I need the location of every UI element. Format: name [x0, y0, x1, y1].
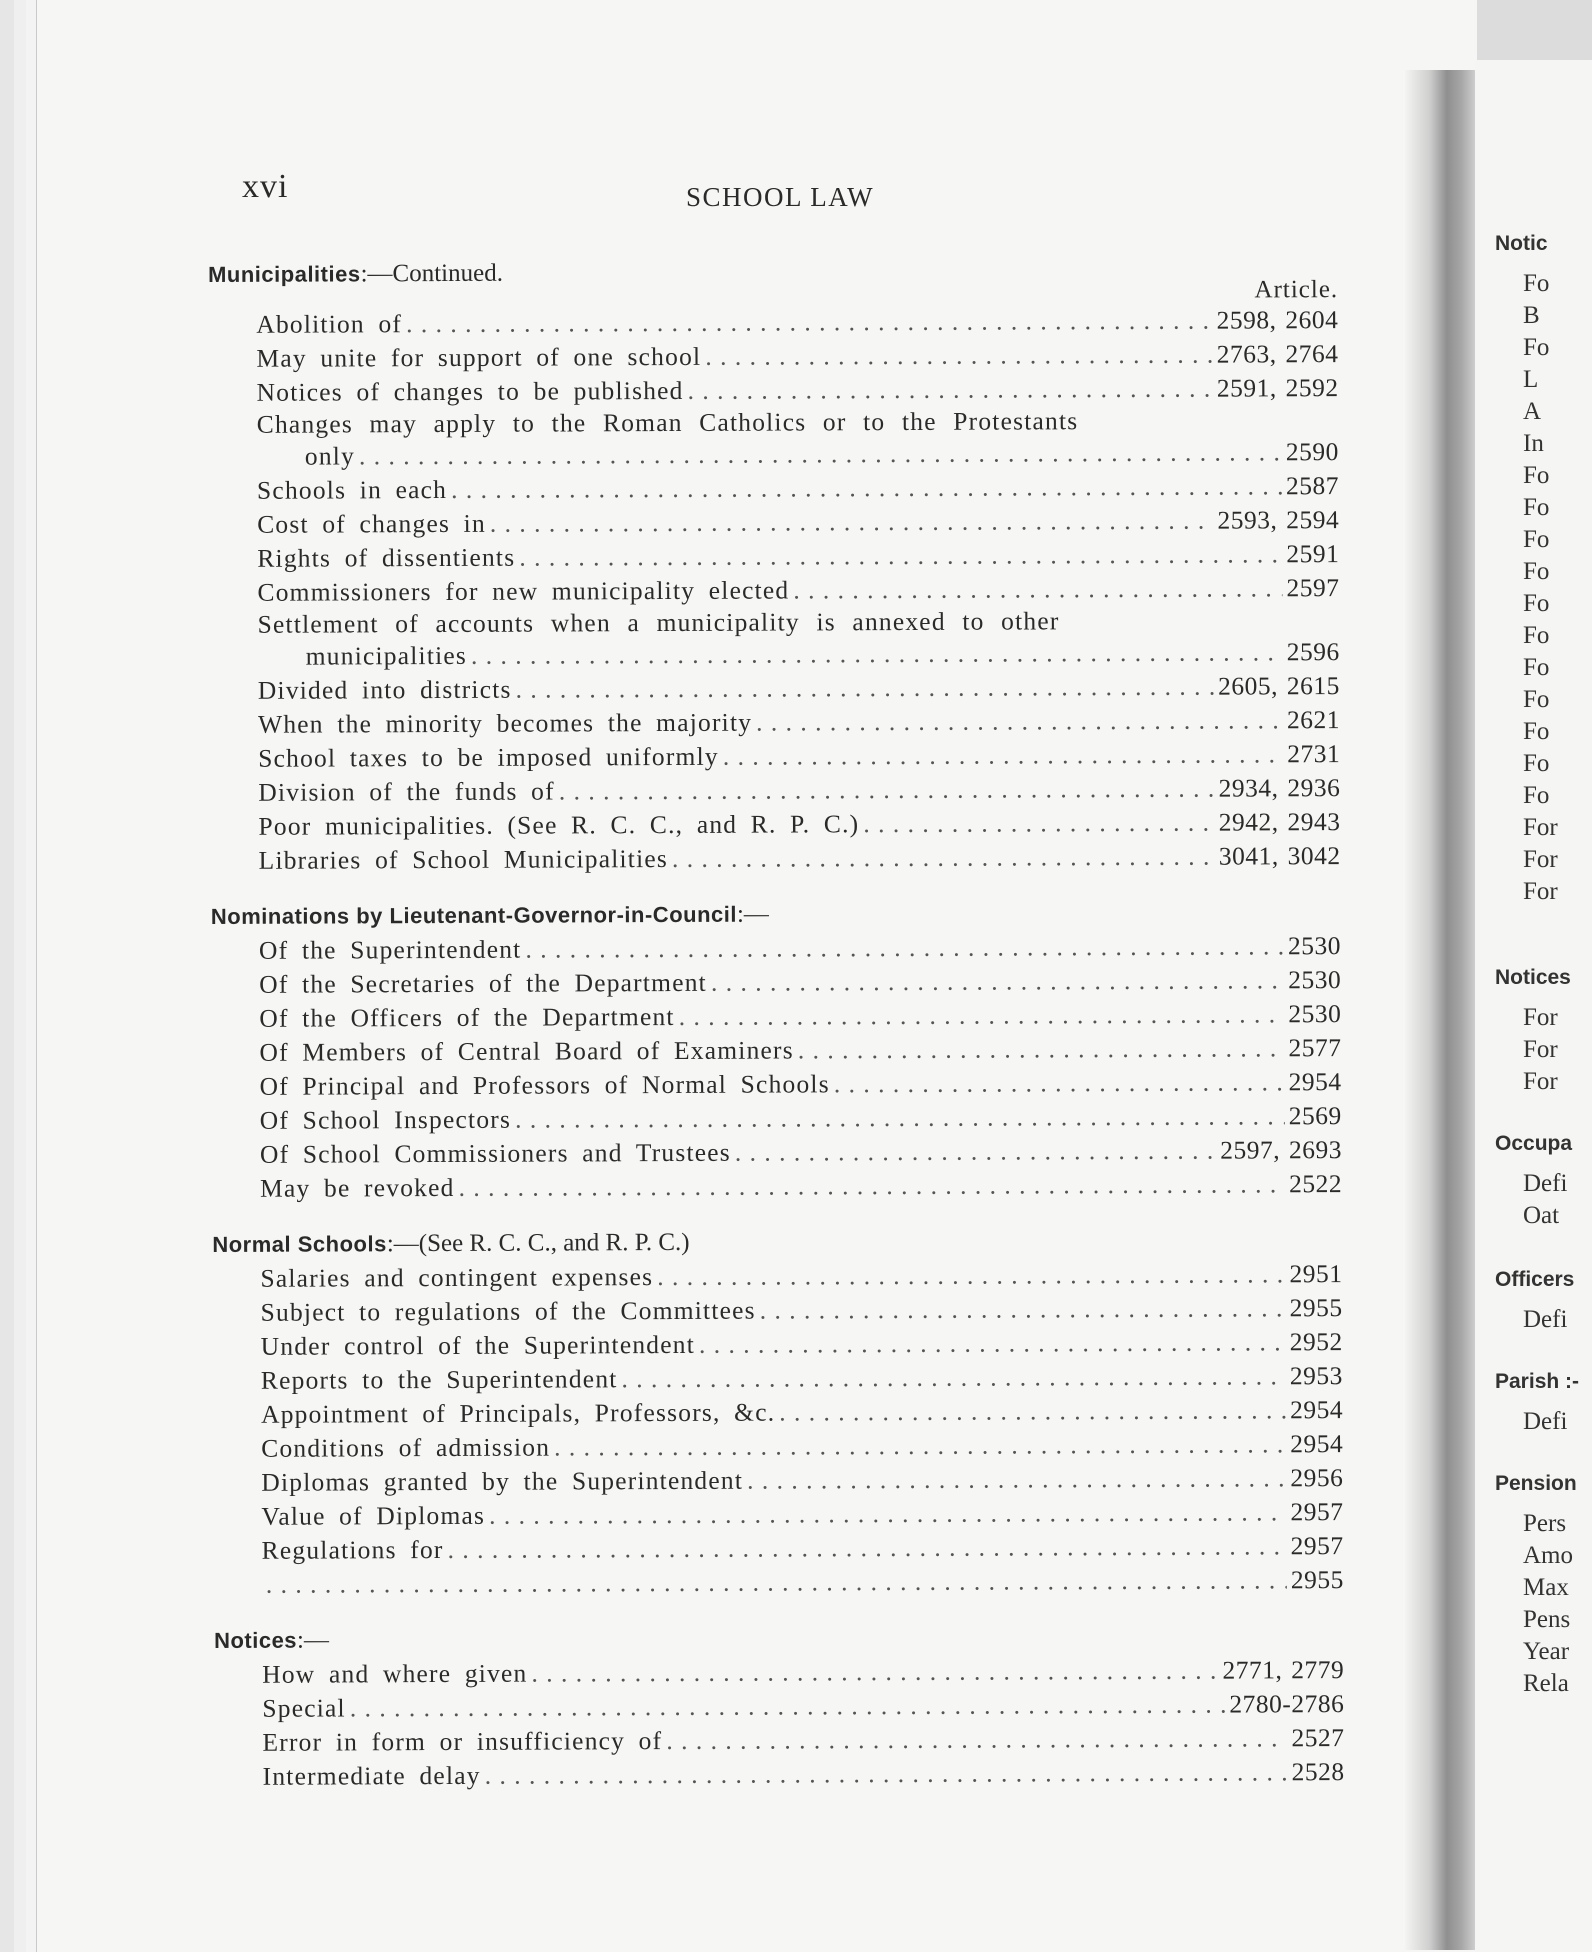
article-reference: 2934, 2936: [1218, 773, 1341, 803]
entry-text: Salaries and contingent expenses: [260, 1262, 654, 1293]
dot-leader: [705, 338, 1213, 374]
index-entry: [213, 1495, 1343, 1534]
dot-leader: [266, 1563, 1287, 1601]
dot-leader: [735, 1134, 1216, 1170]
page-number: xvi: [242, 168, 289, 205]
facing-entry-fragment: Rela: [1523, 1670, 1569, 1697]
dot-leader: [554, 1427, 1286, 1464]
index-entry: [210, 805, 1340, 844]
dot-leader: [531, 1654, 1218, 1691]
article-reference: 2569: [1288, 1101, 1342, 1131]
article-reference: 2597: [1286, 573, 1340, 603]
article-reference: 2590: [1285, 437, 1339, 467]
index-entry: [209, 537, 1339, 576]
article-reference: 2587: [1285, 471, 1340, 501]
article-reference: 2953: [1289, 1361, 1343, 1391]
dot-leader: [747, 1461, 1286, 1497]
facing-entry-fragment: In: [1523, 430, 1544, 457]
entry-text: May be revoked: [259, 1172, 455, 1203]
index-entry: [208, 303, 1338, 342]
entry-text: Diplomas granted by the Superintendent: [261, 1465, 744, 1497]
dot-leader: [666, 1721, 1287, 1758]
entry-text: Abolition of: [256, 309, 403, 339]
heading-word: Nominations by Lieutenant-Governor-in-Council: [210, 901, 737, 929]
article-reference: 2780-2786: [1229, 1689, 1345, 1719]
entry-text: Under control of the Superintendent: [260, 1329, 696, 1361]
dot-leader: [798, 1031, 1285, 1067]
index-entry: [208, 337, 1338, 376]
article-reference: 2942, 2943: [1218, 807, 1341, 837]
article-reference: 2527: [1291, 1723, 1345, 1753]
entry-text: Of Principal and Professors of Normal Schools: [259, 1069, 830, 1101]
entry-text: When the minority becomes the majority: [257, 707, 753, 739]
dot-leader: [458, 1167, 1285, 1205]
dot-leader: [679, 997, 1285, 1034]
dot-leader: [657, 1257, 1285, 1294]
facing-heading-fragment: Officers: [1495, 1268, 1575, 1291]
index-entry: [211, 963, 1341, 1002]
article-reference: 2605, 2615: [1218, 671, 1340, 701]
facing-heading-fragment: Parish :-: [1495, 1370, 1580, 1393]
dot-leader: [516, 670, 1215, 707]
facing-entry-fragment: Fo: [1523, 590, 1550, 617]
article-column-label: Article.: [1254, 276, 1339, 304]
index-entry: [211, 929, 1341, 968]
facing-entry-fragment: Fo: [1523, 462, 1550, 489]
facing-entry-fragment: For: [1523, 878, 1558, 905]
index-entry: [213, 1461, 1343, 1500]
article-reference: 2530: [1287, 931, 1342, 961]
index-entry: [214, 1721, 1344, 1760]
facing-entry-fragment: Fo: [1523, 718, 1550, 745]
facing-entry-fragment: For: [1523, 846, 1558, 873]
heading-suffix: :—Continued.: [360, 259, 503, 288]
dot-leader: [863, 806, 1215, 842]
index-entry: [214, 1687, 1344, 1726]
dot-leader: [448, 1529, 1287, 1567]
dot-leader: [779, 1393, 1286, 1429]
index-entry: [212, 1167, 1342, 1206]
dot-leader: [723, 737, 1284, 773]
entry-text: Of Members of Central Board of Examiners: [259, 1035, 794, 1067]
article-reference: 2530: [1288, 965, 1342, 995]
facing-entry-fragment: Fo: [1523, 526, 1550, 553]
dot-leader: [793, 571, 1282, 607]
running-title: SCHOOL LAW: [686, 182, 875, 212]
dot-leader: [359, 435, 1282, 473]
article-reference: 2522: [1288, 1169, 1343, 1199]
entry-text: Value of Diplomas: [261, 1500, 486, 1531]
facing-entry-fragment: A: [1523, 398, 1542, 425]
facing-entry-fragment: Year: [1523, 1638, 1570, 1665]
article-reference: 2954: [1290, 1429, 1344, 1459]
dot-leader: [489, 1495, 1287, 1532]
dot-leader: [471, 635, 1283, 673]
facing-entry-fragment: For: [1523, 814, 1558, 841]
article-reference: 2530: [1288, 999, 1342, 1029]
index-entry: [212, 1257, 1342, 1296]
article-reference: 2621: [1286, 705, 1341, 735]
entry-text: Division of the funds of: [258, 776, 555, 807]
section-heading: [214, 1619, 1344, 1658]
index-entry: [213, 1325, 1343, 1364]
facing-entry-fragment: Fo: [1523, 750, 1550, 777]
entry-text: Schools in each: [256, 474, 448, 505]
facing-entry-fragment: Fo: [1523, 654, 1550, 681]
book-edge-pages: [0, 0, 15, 1952]
facing-entry-fragment: Max: [1523, 1574, 1569, 1601]
entry-text: Special: [262, 1693, 346, 1723]
heading-suffix: :—: [736, 900, 769, 928]
entry-text: Conditions of admission: [261, 1432, 551, 1463]
article-reference: 2763, 2764: [1216, 339, 1339, 369]
dot-leader: [688, 372, 1213, 408]
facing-entry-fragment: For: [1523, 1036, 1558, 1063]
entry-text: Of the Superintendent: [258, 934, 522, 965]
heading-word: Normal Schools: [212, 1231, 387, 1257]
article-reference: 2956: [1290, 1463, 1344, 1493]
article-reference: 2954: [1289, 1395, 1344, 1425]
entry-text: only: [304, 441, 356, 471]
facing-entry-fragment: Defi: [1523, 1170, 1568, 1197]
index-entry: [212, 1133, 1342, 1172]
article-reference: 2731: [1287, 739, 1341, 769]
index-entry: [213, 1393, 1343, 1432]
entry-text: Poor municipalities. (See R. C. C., and R. P. C.): [258, 809, 860, 841]
index-entry: [209, 503, 1339, 542]
section-heading: [211, 895, 1341, 934]
index-entry: [210, 635, 1340, 674]
index-body: [208, 253, 1345, 1816]
facing-entry-fragment: Pers: [1523, 1510, 1567, 1537]
entry-text: Of School Commissioners and Trustees: [259, 1137, 731, 1169]
entry-text: Of the Secretaries of the Department: [259, 967, 707, 999]
dot-leader: [451, 469, 1282, 507]
article-reference: 2591, 2592: [1216, 373, 1339, 403]
index-entry: [213, 1427, 1343, 1466]
index-entry: [214, 1563, 1344, 1602]
index-entry: [211, 997, 1341, 1036]
index-section: [212, 1223, 1344, 1602]
facing-entry-fragment: Fo: [1523, 686, 1550, 713]
index-entry: [212, 1099, 1342, 1138]
article-reference: 2593, 2594: [1217, 505, 1340, 535]
dot-leader: [621, 1359, 1286, 1396]
facing-entry-fragment: L: [1523, 366, 1539, 393]
index-entry: [210, 737, 1340, 776]
facing-entry-fragment: Fo: [1523, 270, 1550, 297]
facing-entry-fragment: B: [1523, 302, 1540, 329]
article-reference: 2957: [1290, 1531, 1344, 1561]
dot-leader: [756, 703, 1283, 739]
entry-text: Cost of changes in: [257, 508, 486, 539]
facing-heading-fragment: Notic: [1495, 232, 1548, 255]
heading-suffix: :—(See R. C. C., and R. P. C.): [386, 1228, 690, 1258]
entry-text: Of School Inspectors: [259, 1104, 512, 1135]
facing-entry-fragment: Pens: [1523, 1606, 1571, 1633]
article-reference: 2954: [1288, 1067, 1342, 1097]
entry-text: May unite for support of one school: [256, 341, 702, 373]
index-entry: [211, 1031, 1341, 1070]
dot-leader: [525, 929, 1284, 966]
dot-leader: [515, 1099, 1285, 1136]
index-entry: [209, 435, 1339, 474]
index-entry: [211, 839, 1341, 878]
article-reference: 2598, 2604: [1216, 305, 1339, 335]
entry-text-line: Settlement of accounts when a municipality is annexed to other: [257, 606, 1060, 639]
dot-leader: [834, 1065, 1285, 1101]
facing-entry-fragment: Defi: [1523, 1306, 1568, 1333]
facing-heading-fragment: Occupa: [1495, 1132, 1573, 1155]
article-reference: 2957: [1290, 1497, 1344, 1527]
index-entry: [209, 469, 1339, 508]
dot-leader: [711, 963, 1284, 1000]
index-entry: [210, 771, 1340, 810]
entry-text: Notices of changes to be published: [256, 375, 684, 407]
index-section: [214, 1619, 1345, 1794]
entry-text: municipalities: [305, 640, 468, 671]
article-reference: 2577: [1288, 1033, 1342, 1063]
entry-text: Error in form or insufficiency of: [262, 1726, 663, 1757]
facing-page: [1475, 60, 1592, 1952]
entry-text: Commissioners for new municipality elected: [257, 575, 790, 607]
entry-text: Rights of dissentients: [257, 542, 516, 573]
index-entry: [210, 703, 1340, 742]
heading-word: Notices: [213, 1627, 298, 1653]
article-reference: 2952: [1289, 1327, 1343, 1357]
facing-entry-fragment: Fo: [1523, 494, 1550, 521]
dot-leader: [672, 840, 1215, 876]
section-heading: [212, 1223, 1342, 1262]
entry-text-line: Changes may apply to the Roman Catholics or to the Protestants: [256, 406, 1079, 439]
index-entry: [213, 1291, 1343, 1330]
facing-entry-fragment: Fo: [1523, 558, 1550, 585]
dot-leader: [760, 1291, 1286, 1327]
article-reference: 2951: [1289, 1259, 1343, 1289]
article-reference: 2955: [1289, 1293, 1343, 1323]
entry-text: Intermediate delay: [262, 1760, 481, 1791]
entry-text: Libraries of School Municipalities: [258, 843, 669, 875]
facing-entry-fragment: Oat: [1523, 1202, 1560, 1229]
article-reference: 2591: [1286, 539, 1340, 569]
article-reference: 2596: [1286, 637, 1340, 667]
facing-entry-fragment: Fo: [1523, 622, 1550, 649]
entry-text: Divided into districts: [257, 674, 512, 705]
heading-word: Municipalities: [208, 261, 361, 287]
index-entry: [210, 669, 1340, 708]
index-section: [211, 895, 1342, 1206]
article-reference: 2955: [1290, 1565, 1344, 1595]
entry-text: How and where given: [262, 1658, 528, 1689]
facing-entry-fragment: Fo: [1523, 334, 1550, 361]
index-entry: [214, 1653, 1344, 1692]
heading-suffix: :—: [296, 1626, 330, 1654]
index-entry: [209, 571, 1339, 610]
article-reference: 2771, 2779: [1222, 1655, 1345, 1685]
book-gutter-shadow: [1405, 70, 1475, 1950]
index-entry: [214, 1529, 1344, 1568]
facing-entry-fragment: Amo: [1523, 1542, 1573, 1569]
dot-leader: [406, 304, 1213, 342]
entry-text: Appointment of Principals, Professors, &c.: [260, 1397, 776, 1429]
entry-text: Reports to the Superintendent: [260, 1364, 618, 1395]
facing-entry-fragment: For: [1523, 1068, 1558, 1095]
index-entry: [213, 1359, 1343, 1398]
dot-leader: [490, 504, 1214, 541]
index-entry: [212, 1065, 1342, 1104]
dot-leader: [485, 1755, 1288, 1793]
index-entry: [209, 371, 1339, 410]
entry-text: Regulations for: [261, 1534, 444, 1565]
dot-leader: [350, 1688, 1226, 1726]
article-reference: 2597, 2693: [1220, 1135, 1342, 1165]
facing-entry-fragment: Fo: [1523, 782, 1550, 809]
facing-heading-fragment: Pension: [1495, 1472, 1577, 1495]
facing-entry-fragment: Defi: [1523, 1408, 1568, 1435]
dot-leader: [559, 772, 1215, 809]
entry-text: Of the Officers of the Department: [259, 1001, 675, 1033]
index-entry: [215, 1755, 1345, 1794]
facing-heading-fragment: Notices: [1495, 966, 1571, 989]
entry-text: Subject to regulations of the Committees: [260, 1295, 756, 1327]
entry-text: School taxes to be imposed uniformly: [258, 741, 719, 773]
index-section: [208, 253, 1341, 878]
facing-entry-fragment: For: [1523, 1004, 1558, 1031]
dot-leader: [699, 1325, 1286, 1362]
dot-leader: [519, 537, 1282, 574]
article-reference: 3041, 3042: [1218, 841, 1341, 871]
article-reference: 2528: [1291, 1757, 1345, 1787]
